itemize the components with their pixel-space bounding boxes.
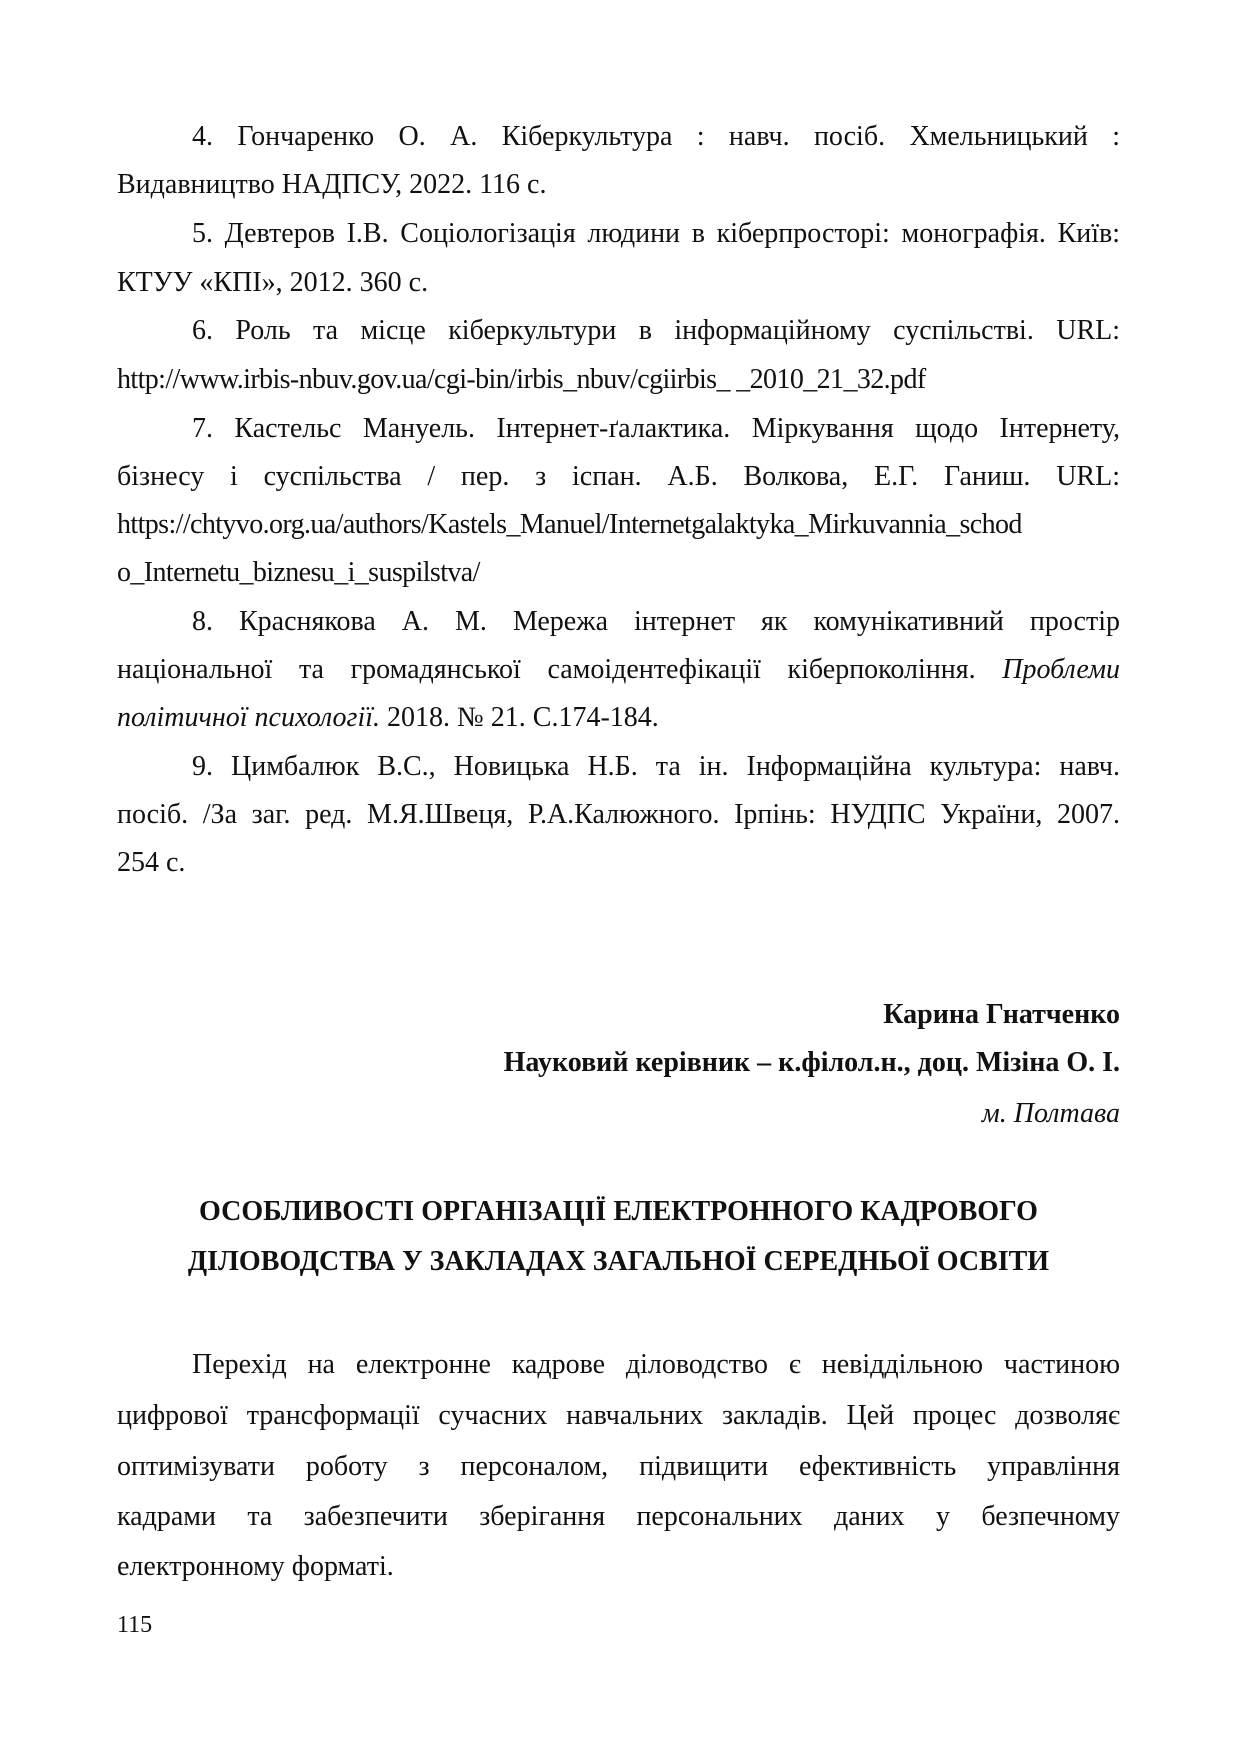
page-number: 115: [117, 1612, 153, 1638]
reference-8-issue: 2018. № 21. С.174-184.: [387, 702, 659, 733]
reference-8-line: [117, 694, 1120, 742]
reference-9-line: посіб. /За заг. ред. М.Я.Швеця, Р.А.Калюжного. Ірпінь: НУДПС України, 2007.: [117, 799, 1120, 830]
title-line: ОСОБЛИВОСТІ ОРГАНІЗАЦІЇ ЕЛЕКТРОННОГО КАДРОВОГО: [199, 1196, 1038, 1227]
city: [117, 1090, 1120, 1138]
reference-8-line: 8. Краснякова А. М. Мережа інтернет як комунікативний простір: [192, 606, 1120, 637]
reference-7-line: бізнесу і суспільства / пер. з іспан. А.Б. Волкова, Е.Г. Ганиш. URL:: [117, 461, 1120, 492]
reference-7-line: 7. Кастельс Мануель. Інтернет-ґалактика. Міркування щодо Інтернету,: [192, 413, 1120, 444]
body-line: оптимізувати роботу з персоналом, підвищити ефективність управління: [117, 1451, 1120, 1482]
reference-7-url[interactable]: https://chtyvo.org.ua/authors/Kastels_Manuel/Internetgalaktyka_Mirkuvannia_schod: [117, 509, 1022, 540]
city-text: м. Полтава: [981, 1098, 1120, 1129]
title-line: ДІЛОВОДСТВА У ЗАКЛАДАХ ЗАГАЛЬНОЇ СЕРЕДНЬОЇ ОСВІТИ: [187, 1246, 1050, 1277]
reference-9-line: 254 с.: [117, 847, 186, 878]
body-line: електронному форматі.: [117, 1551, 394, 1582]
reference-6-url[interactable]: http://www.irbis-nbuv.gov.ua/cgi-bin/irbis_nbuv/cgiirbis_ _2010_21_32.pdf: [117, 364, 926, 395]
reference-8-text: національної та громадянської самоідентефікації кіберпокоління.: [117, 654, 976, 685]
supervisor: Науковий керівник – к.філол.н., доц. Мізіна О. І.: [503, 1047, 1120, 1078]
reference-4-line: 4. Гончаренко О. А. Кіберкультура : навч. посіб. Хмельницький :: [192, 121, 1120, 152]
reference-7-url-cont[interactable]: o_Internetu_biznesu_i_suspilstva/: [117, 557, 480, 588]
reference-5-line: КТУУ «КПІ», 2012. 360 с.: [117, 267, 429, 298]
reference-6-line: 6. Роль та місце кіберкультури в інформаційному суспільстві. URL:: [192, 315, 1120, 346]
body-line: кадрами та забезпечити зберігання персональних даних у безпечному: [117, 1501, 1120, 1532]
author-name: Карина Гнатченко: [883, 999, 1120, 1030]
body-line: Перехід на електронне кадрове діловодство є невіддільною частиною: [192, 1349, 1120, 1380]
reference-9-line: 9. Цимбалюк В.С., Новицька Н.Б. та ін. Інформаційна культура: навч.: [192, 751, 1120, 782]
reference-8-journal-cont: політичної психології.: [117, 702, 381, 733]
reference-5-line: 5. Девтеров І.В. Соціологізація людини в кіберпросторі: монографія. Київ:: [192, 218, 1120, 249]
reference-8-line: [117, 646, 1120, 694]
reference-8-journal: Проблеми: [1002, 654, 1120, 685]
body-line: цифрової трансформації сучасних навчальних закладів. Цей процес дозволяє: [117, 1400, 1120, 1431]
reference-4-line: Видавництво НАДПСУ, 2022. 116 с.: [117, 169, 547, 200]
